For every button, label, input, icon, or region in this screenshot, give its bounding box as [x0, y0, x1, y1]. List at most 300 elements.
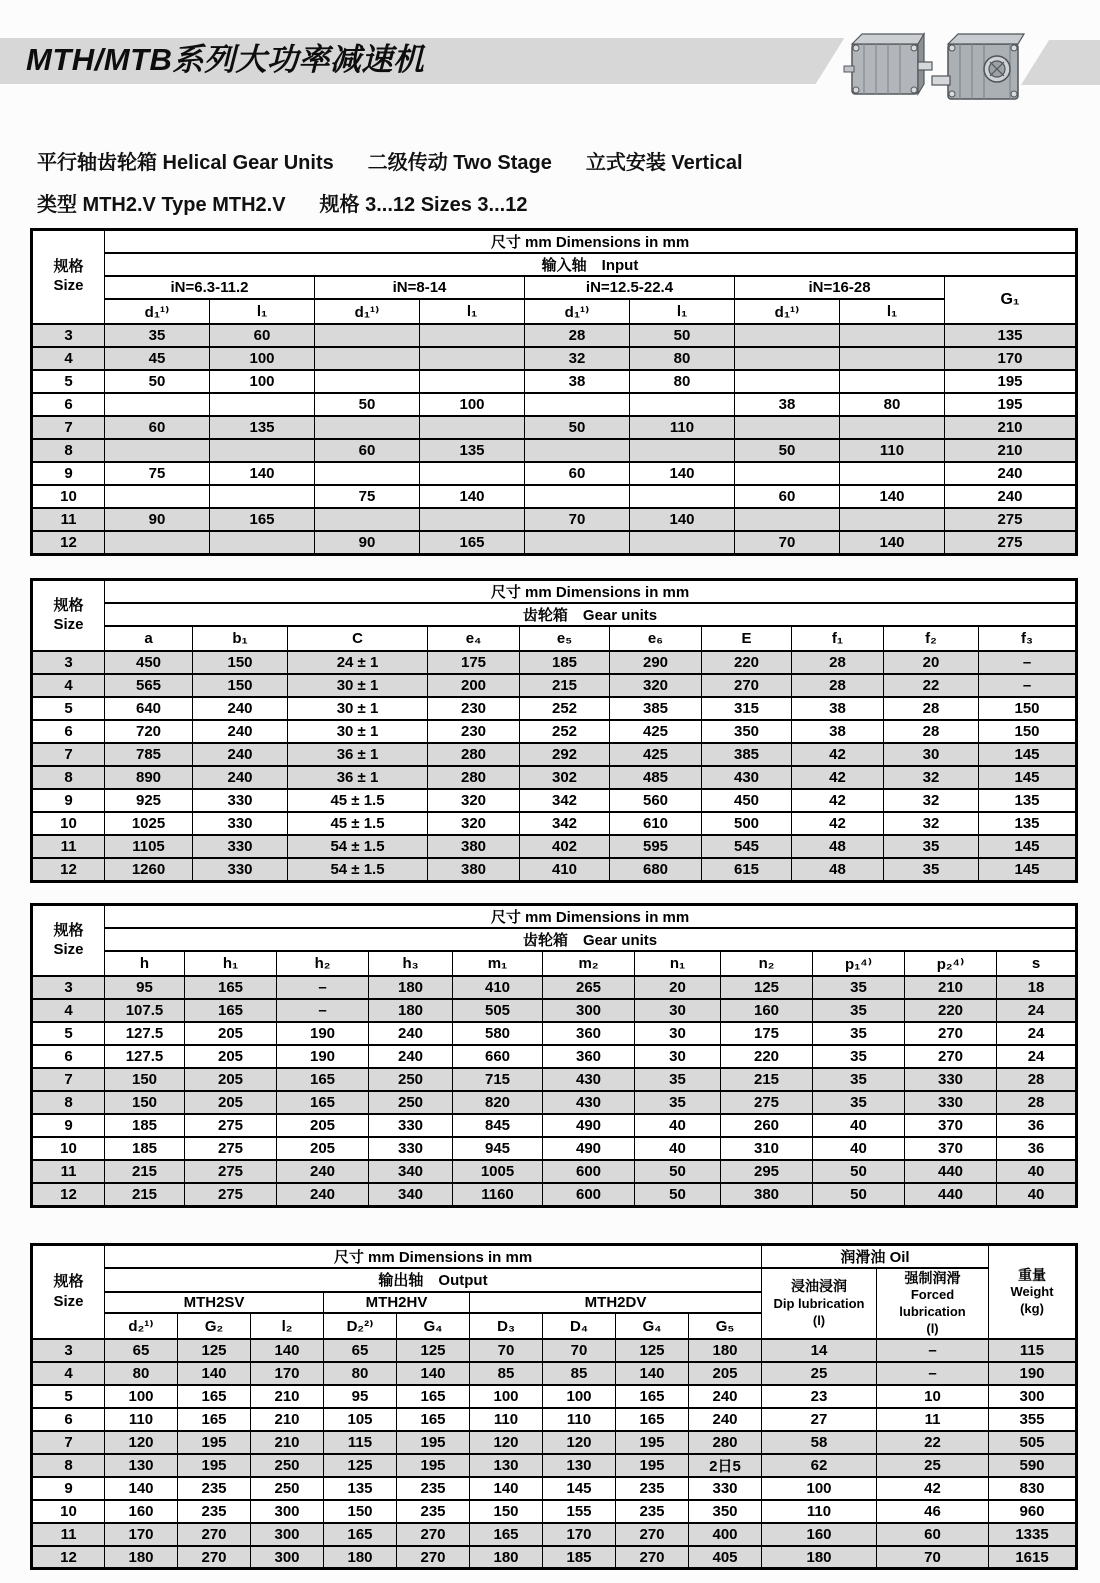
value-cell: 140 [420, 485, 525, 508]
value-cell: 320 [428, 812, 520, 835]
value-cell: 250 [369, 1091, 453, 1114]
value-cell: 135 [210, 416, 315, 439]
table-row [32, 1045, 1077, 1068]
model-header-mth2dv: MTH2DV [470, 1292, 762, 1314]
value-cell: 235 [178, 1477, 251, 1500]
subtitle-line-1 [37, 146, 777, 175]
value-cell: 165 [185, 999, 277, 1022]
value-cell: 160 [762, 1523, 877, 1546]
size-cell: 11 [32, 1523, 105, 1546]
value-cell: 165 [178, 1385, 251, 1408]
value-cell: 150 [105, 1091, 185, 1114]
value-cell: 85 [543, 1362, 616, 1385]
size-cell: 11 [32, 1160, 105, 1183]
table-row [32, 789, 1077, 812]
value-cell: 440 [905, 1160, 997, 1183]
value-cell: 145 [979, 858, 1077, 881]
value-cell: 190 [277, 1022, 369, 1045]
value-cell: 315 [702, 697, 792, 720]
value-cell: 40 [997, 1183, 1077, 1206]
value-cell [630, 393, 735, 416]
value-cell: 615 [702, 858, 792, 881]
value-cell [420, 324, 525, 347]
size-cell: 5 [32, 1385, 105, 1408]
value-cell: 140 [616, 1362, 689, 1385]
value-cell: 845 [453, 1114, 543, 1137]
size-header [32, 230, 105, 325]
value-cell: 185 [105, 1137, 185, 1160]
value-cell: 38 [525, 370, 630, 393]
value-cell: 490 [543, 1114, 635, 1137]
col-header: h₂ [277, 951, 369, 976]
forced-header-unit: (l) [926, 1320, 939, 1336]
col-header: e₄ [428, 626, 520, 651]
value-cell: 90 [105, 508, 210, 531]
value-cell: 110 [543, 1408, 616, 1431]
value-cell: 140 [630, 508, 735, 531]
value-cell: 240 [193, 697, 288, 720]
col-header: f₁ [792, 626, 884, 651]
value-cell: 75 [315, 485, 420, 508]
value-cell [840, 347, 945, 370]
value-cell: 265 [543, 976, 635, 999]
value-cell: 145 [543, 1477, 616, 1500]
value-cell: 270 [616, 1523, 689, 1546]
table-row [32, 462, 1077, 485]
value-cell: 150 [193, 674, 288, 697]
value-cell: 28 [792, 651, 884, 674]
value-cell: 165 [397, 1385, 470, 1408]
value-cell: 250 [369, 1068, 453, 1091]
value-cell: 290 [610, 651, 702, 674]
value-cell: 945 [453, 1137, 543, 1160]
value-cell: 195 [178, 1454, 251, 1477]
size-cell: 8 [32, 766, 105, 789]
value-cell: 195 [397, 1431, 470, 1454]
value-cell: 20 [635, 976, 721, 999]
value-cell: 342 [520, 812, 610, 835]
value-cell: 50 [630, 324, 735, 347]
value-cell [210, 439, 315, 462]
subtitle-line-2 [37, 188, 561, 217]
value-cell [840, 370, 945, 393]
col-header: d₁¹⁾ [735, 299, 840, 324]
value-cell: 240 [193, 720, 288, 743]
value-cell: 35 [813, 1045, 905, 1068]
value-cell: 125 [178, 1339, 251, 1362]
value-cell: 28 [525, 324, 630, 347]
value-cell: 24 [997, 999, 1077, 1022]
value-cell: 165 [470, 1523, 543, 1546]
table-row [32, 1183, 1077, 1206]
value-cell: 505 [989, 1431, 1077, 1454]
value-cell: 1005 [453, 1160, 543, 1183]
value-cell: 165 [277, 1091, 369, 1114]
table-row [32, 1431, 1077, 1454]
value-cell: 205 [185, 1091, 277, 1114]
value-cell: 280 [428, 743, 520, 766]
col-header: e₆ [610, 626, 702, 651]
size-cell: 12 [32, 1183, 105, 1206]
value-cell: 2日5 [689, 1454, 762, 1477]
value-cell: 300 [251, 1500, 324, 1523]
value-cell: 270 [905, 1045, 997, 1068]
value-cell: 54 ± 1.5 [288, 858, 428, 881]
value-cell: 140 [397, 1362, 470, 1385]
col-header: l₁ [210, 299, 315, 324]
value-cell: 560 [610, 789, 702, 812]
value-cell: 320 [610, 674, 702, 697]
value-cell: 135 [979, 812, 1077, 835]
size-header-en: Size [53, 615, 84, 633]
col-header: h [105, 951, 185, 976]
value-cell [735, 508, 840, 531]
value-cell: 48 [792, 835, 884, 858]
value-cell: 95 [324, 1385, 397, 1408]
value-cell: 275 [185, 1160, 277, 1183]
col-header: E [702, 626, 792, 651]
size-header-cn: 规格 [53, 1273, 84, 1291]
output-shaft-table [30, 1243, 1078, 1570]
value-cell: 190 [989, 1362, 1077, 1385]
value-cell: 100 [470, 1385, 543, 1408]
value-cell: 205 [185, 1045, 277, 1068]
size-header-cn: 规格 [53, 258, 84, 276]
col-header: f₂ [884, 626, 979, 651]
value-cell: 210 [945, 439, 1077, 462]
value-cell: 30 [884, 743, 979, 766]
table-row [32, 324, 1077, 347]
size-cell: 7 [32, 416, 105, 439]
value-cell: 330 [369, 1137, 453, 1160]
value-cell: 270 [905, 1022, 997, 1045]
value-cell: 310 [721, 1137, 813, 1160]
value-cell: 820 [453, 1091, 543, 1114]
table-row [32, 531, 1077, 554]
value-cell: 107.5 [105, 999, 185, 1022]
value-cell: 65 [324, 1339, 397, 1362]
value-cell: 240 [369, 1045, 453, 1068]
value-cell: 140 [210, 462, 315, 485]
value-cell: 275 [945, 508, 1077, 531]
value-cell: 402 [520, 835, 610, 858]
size-header [32, 905, 105, 977]
value-cell: 165 [397, 1408, 470, 1431]
value-cell: 127.5 [105, 1045, 185, 1068]
size-cell: 11 [32, 835, 105, 858]
gear-units-section-header: 齿轮箱 Gear units [105, 928, 1077, 951]
page-title: MTH/MTB系列大功率减速机 [26, 42, 425, 77]
value-cell: 440 [905, 1183, 997, 1206]
value-cell: 410 [453, 976, 543, 999]
value-cell: – [877, 1362, 989, 1385]
table-row [32, 1137, 1077, 1160]
value-cell: 1160 [453, 1183, 543, 1206]
table-row [32, 370, 1077, 393]
value-cell: 40 [635, 1137, 721, 1160]
value-cell: 140 [630, 462, 735, 485]
ratio-group-header: iN=12.5-22.4 [525, 276, 735, 299]
value-cell: 60 [877, 1523, 989, 1546]
value-cell: 40 [813, 1137, 905, 1160]
col-header: n₂ [721, 951, 813, 976]
value-cell [735, 347, 840, 370]
value-cell: – [277, 999, 369, 1022]
value-cell: 45 ± 1.5 [288, 812, 428, 835]
col-header: C [288, 626, 428, 651]
table-row [32, 651, 1077, 674]
value-cell: 270 [178, 1546, 251, 1569]
table-row [32, 1160, 1077, 1183]
value-cell: 270 [397, 1546, 470, 1569]
value-cell: 270 [397, 1523, 470, 1546]
value-cell: 360 [543, 1022, 635, 1045]
value-cell: 330 [689, 1477, 762, 1500]
value-cell: 135 [945, 324, 1077, 347]
value-cell: 65 [105, 1339, 178, 1362]
value-cell [735, 324, 840, 347]
value-cell: 165 [277, 1068, 369, 1091]
value-cell: 85 [470, 1362, 543, 1385]
size-cell: 6 [32, 1408, 105, 1431]
table-row [32, 1114, 1077, 1137]
value-cell: 100 [105, 1385, 178, 1408]
ratio-group-header: iN=6.3-11.2 [105, 276, 315, 299]
value-cell: 38 [792, 720, 884, 743]
value-cell: 270 [702, 674, 792, 697]
value-cell: 35 [635, 1091, 721, 1114]
value-cell: 100 [210, 370, 315, 393]
value-cell: 195 [178, 1431, 251, 1454]
value-cell: 295 [721, 1160, 813, 1183]
table-row [32, 743, 1077, 766]
value-cell: 240 [945, 485, 1077, 508]
value-cell [210, 531, 315, 554]
table-row [32, 439, 1077, 462]
table-row [32, 1408, 1077, 1431]
value-cell [735, 416, 840, 439]
value-cell: 28 [792, 674, 884, 697]
table-row [32, 1523, 1077, 1546]
value-cell: 210 [905, 976, 997, 999]
value-cell: 140 [251, 1339, 324, 1362]
size-cell: 5 [32, 370, 105, 393]
value-cell [840, 416, 945, 439]
value-cell: 110 [470, 1408, 543, 1431]
value-cell: 360 [543, 1045, 635, 1068]
size-header [32, 580, 105, 652]
col-header: n₁ [635, 951, 721, 976]
value-cell: 38 [735, 393, 840, 416]
col-header: h₁ [185, 951, 277, 976]
value-cell: 330 [905, 1091, 997, 1114]
forced-header-en: Forced lubrication [899, 1287, 966, 1320]
size-cell: 10 [32, 485, 105, 508]
gearbox-photo-right [930, 24, 1030, 119]
col-header: a [105, 626, 193, 651]
title-band-right [1021, 40, 1100, 85]
value-cell: 425 [610, 720, 702, 743]
value-cell: 50 [813, 1160, 905, 1183]
value-cell: 595 [610, 835, 702, 858]
value-cell: 70 [877, 1546, 989, 1569]
value-cell: 340 [369, 1183, 453, 1206]
value-cell: 145 [979, 766, 1077, 789]
value-cell: 110 [762, 1500, 877, 1523]
value-cell: 24 [997, 1022, 1077, 1045]
size-cell: 6 [32, 1045, 105, 1068]
value-cell: 22 [877, 1431, 989, 1454]
value-cell: 36 [997, 1137, 1077, 1160]
table-row [32, 976, 1077, 999]
value-cell: 300 [251, 1523, 324, 1546]
value-cell: 150 [979, 697, 1077, 720]
value-cell [525, 439, 630, 462]
value-cell: 215 [520, 674, 610, 697]
size-cell: 9 [32, 1477, 105, 1500]
value-cell: 195 [945, 393, 1077, 416]
size-cell: 3 [32, 324, 105, 347]
value-cell: 240 [277, 1183, 369, 1206]
value-cell [525, 485, 630, 508]
weight-header-en: Weight [1010, 1284, 1054, 1300]
value-cell: 785 [105, 743, 193, 766]
table-row [32, 1546, 1077, 1569]
value-cell: 60 [210, 324, 315, 347]
value-cell: 425 [610, 743, 702, 766]
table-row [32, 812, 1077, 835]
table-row [32, 858, 1077, 881]
value-cell: 145 [979, 743, 1077, 766]
value-cell [210, 393, 315, 416]
oil-header: 润滑油 Oil [762, 1245, 989, 1269]
value-cell: 160 [721, 999, 813, 1022]
value-cell: 270 [178, 1523, 251, 1546]
ratio-group-header: iN=16-28 [735, 276, 945, 299]
value-cell: 175 [428, 651, 520, 674]
value-cell: 140 [840, 531, 945, 554]
value-cell: 60 [735, 485, 840, 508]
value-cell: 100 [210, 347, 315, 370]
value-cell: 925 [105, 789, 193, 812]
value-cell: 165 [616, 1408, 689, 1431]
value-cell [420, 462, 525, 485]
value-cell [630, 485, 735, 508]
value-cell: 25 [877, 1454, 989, 1477]
value-cell: 50 [105, 370, 210, 393]
value-cell: 28 [997, 1068, 1077, 1091]
value-cell: 10 [877, 1385, 989, 1408]
col-header: e₅ [520, 626, 610, 651]
table-row [32, 720, 1077, 743]
value-cell: 54 ± 1.5 [288, 835, 428, 858]
size-cell: 12 [32, 531, 105, 554]
value-cell: 200 [428, 674, 520, 697]
size-header [32, 1245, 105, 1339]
value-cell: 330 [905, 1068, 997, 1091]
value-cell: 42 [792, 743, 884, 766]
subtitle-seg: 规格 3...12 Sizes 3...12 [319, 194, 528, 216]
value-cell: 130 [543, 1454, 616, 1477]
value-cell: 48 [792, 858, 884, 881]
value-cell: 180 [762, 1546, 877, 1569]
value-cell: 70 [543, 1339, 616, 1362]
col-header: b₁ [193, 626, 288, 651]
value-cell: 110 [105, 1408, 178, 1431]
value-cell [735, 370, 840, 393]
value-cell [315, 324, 420, 347]
size-cell: 3 [32, 976, 105, 999]
col-header: l₂ [251, 1313, 324, 1339]
col-header: l₁ [420, 299, 525, 324]
value-cell: 275 [185, 1183, 277, 1206]
value-cell: 80 [105, 1362, 178, 1385]
value-cell: 40 [813, 1114, 905, 1137]
col-header: G₄ [397, 1313, 470, 1339]
value-cell: 46 [877, 1500, 989, 1523]
value-cell: 380 [721, 1183, 813, 1206]
value-cell: 330 [193, 812, 288, 835]
value-cell: 135 [324, 1477, 397, 1500]
dimensions-header: 尺寸 mm Dimensions in mm [105, 905, 1077, 929]
value-cell: 28 [884, 720, 979, 743]
value-cell: 30 ± 1 [288, 697, 428, 720]
value-cell: 35 [884, 858, 979, 881]
value-cell: 40 [997, 1160, 1077, 1183]
value-cell: 24 ± 1 [288, 651, 428, 674]
value-cell: 330 [369, 1114, 453, 1137]
col-header: D₃ [470, 1313, 543, 1339]
value-cell: 125 [397, 1339, 470, 1362]
value-cell: 50 [315, 393, 420, 416]
value-cell: 185 [543, 1546, 616, 1569]
value-cell: 210 [251, 1408, 324, 1431]
col-header: G₅ [689, 1313, 762, 1339]
value-cell: 235 [616, 1477, 689, 1500]
col-header: s [997, 951, 1077, 976]
value-cell: 385 [610, 697, 702, 720]
value-cell: 450 [702, 789, 792, 812]
value-cell [420, 347, 525, 370]
value-cell: 195 [945, 370, 1077, 393]
value-cell: 120 [470, 1431, 543, 1454]
value-cell: 280 [689, 1431, 762, 1454]
value-cell: 180 [369, 976, 453, 999]
value-cell: 300 [543, 999, 635, 1022]
table-row [32, 1500, 1077, 1523]
value-cell [735, 462, 840, 485]
col-header: G₂ [178, 1313, 251, 1339]
value-cell: 42 [792, 766, 884, 789]
value-cell: 20 [884, 651, 979, 674]
forced-header-cn: 强制润滑 [904, 1270, 961, 1286]
model-header-mth2sv: MTH2SV [105, 1292, 324, 1314]
size-cell: 7 [32, 1431, 105, 1454]
value-cell: 240 [193, 766, 288, 789]
col-header: p₂⁴⁾ [905, 951, 997, 976]
value-cell [315, 347, 420, 370]
value-cell: 275 [945, 531, 1077, 554]
value-cell: 565 [105, 674, 193, 697]
value-cell: 70 [525, 508, 630, 531]
table-row [32, 485, 1077, 508]
col-header: d₁¹⁾ [315, 299, 420, 324]
value-cell: 195 [616, 1454, 689, 1477]
value-cell: 125 [324, 1454, 397, 1477]
col-header: l₁ [840, 299, 945, 324]
value-cell: 42 [792, 812, 884, 835]
value-cell: 62 [762, 1454, 877, 1477]
